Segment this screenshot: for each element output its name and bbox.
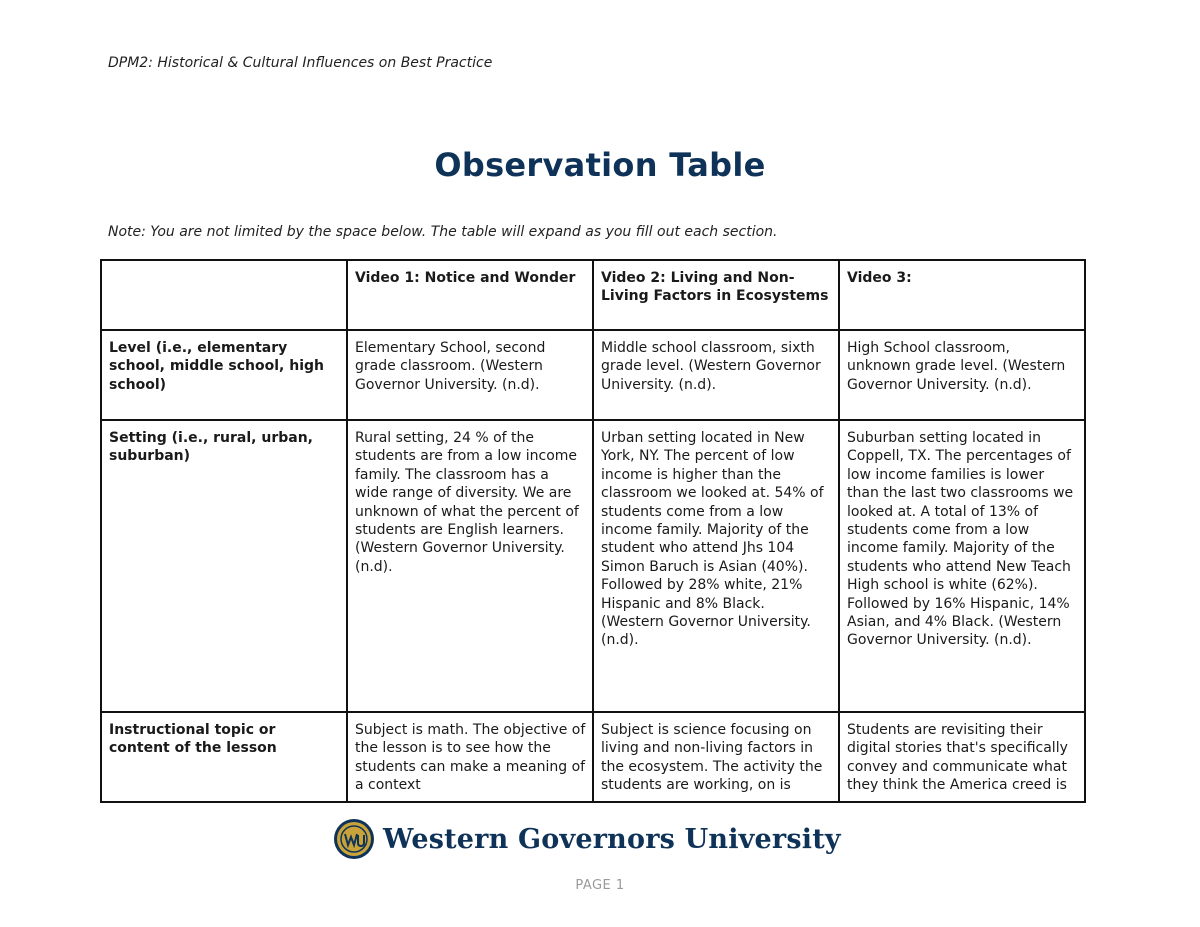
document-header: DPM2: Historical & Cultural Influences on Best Practice: [108, 55, 493, 71]
cell-setting-video-2[interactable]: Urban setting located in New York, NY. The percent of low income is higher than the classroom we looked at. 54% of students come from a low income family. Majority of the student who attend Jhs 104 Simon Baruch is Asian (40%). Followed by 28% white, 21% Hispanic and 8% Black. (Western Governor University. (n.d).: [593, 420, 839, 712]
header-cell-video-3[interactable]: Video 3:: [839, 260, 1085, 330]
row-label-setting[interactable]: Setting (i.e., rural, urban, suburban): [101, 420, 347, 712]
table-row-topic: [101, 712, 1085, 802]
cell-level-video-3[interactable]: High School classroom, unknown grade level. (Western Governor University. (n.d).: [839, 330, 1085, 420]
header-cell-empty[interactable]: [101, 260, 347, 330]
observation-table: [100, 259, 1086, 803]
wgu-seal-icon: [333, 818, 375, 860]
table-row-setting: [101, 420, 1085, 712]
row-label-topic-text: Instructional topic or content of the lesson: [109, 722, 277, 757]
cell-setting-video-3[interactable]: Suburban setting located in Coppell, TX. The percentages of low income families is lower than the last two classrooms we looked at. A total of 13% of students come from a low income family. Majority of the students who attend New Teach High school is white (62%). Followed by 16% Hispanic, 14% Asian, and 4% Black. (Western Governor University. (n.d).: [839, 420, 1085, 712]
cell-setting-video-1[interactable]: Rural setting, 24 % of the students are from a low income family. The classroom has a wide range of diversity. We are unknown of what the percent of students are English learners. (Western Governor University. (n.d).: [347, 420, 593, 712]
table-note: Note: You are not limited by the space below. The table will expand as you fill out each section.: [108, 224, 778, 240]
wgu-wordmark: Western Governors University: [383, 823, 841, 855]
row-label-level[interactable]: Level (i.e., elementary school, middle school, high school): [101, 330, 347, 420]
cell-topic-video-1[interactable]: [347, 712, 593, 802]
cell-topic-video-3[interactable]: [839, 712, 1085, 802]
row-label-topic[interactable]: [101, 712, 347, 802]
table-header-row: [101, 260, 1085, 330]
header-cell-video-1[interactable]: Video 1: Notice and Wonder: [347, 260, 593, 330]
cell-level-video-2[interactable]: Middle school classroom, sixth grade level. (Western Governor University. (n.d).: [593, 330, 839, 420]
cell-level-video-1[interactable]: Elementary School, second grade classroom. (Western Governor University. (n.d).: [347, 330, 593, 420]
wgu-logo: [333, 818, 841, 860]
page-number: PAGE 1: [575, 878, 625, 893]
header-cell-video-2[interactable]: Video 2: Living and Non-Living Factors in Ecosystems: [593, 260, 839, 330]
cell-topic-video-2[interactable]: [593, 712, 839, 802]
table-row-level: [101, 330, 1085, 420]
cell-topic-video-3-text: Students are revisiting their digital stories that's specifically convey and communicate what they think the America creed is: [847, 722, 1068, 794]
cell-topic-video-1-text: Subject is math. The objective of the lesson is to see how the students can make a meaning of a context: [355, 722, 586, 794]
page-title: Observation Table: [434, 146, 766, 184]
cell-topic-video-2-text: Subject is science focusing on living and non-living factors in the ecosystem. The activity the students are working, on is: [601, 722, 823, 794]
